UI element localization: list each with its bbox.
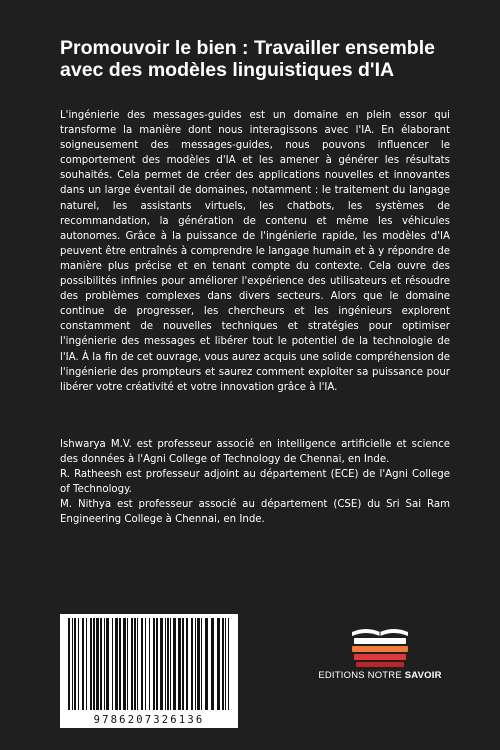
- barcode-bar: [137, 618, 138, 710]
- barcode-bar: [96, 618, 99, 710]
- barcode-bar: [156, 618, 158, 710]
- barcode-bar: [134, 618, 136, 710]
- barcode-bar: [225, 618, 226, 710]
- barcode-bar: [228, 618, 229, 710]
- book-title: Promouvoir le bien : Travailler ensemble avec des modèles linguistiques d'IA: [60, 37, 435, 81]
- publisher-name: [300, 670, 460, 681]
- barcode-bar: [149, 618, 150, 710]
- barcode-bar: [217, 618, 220, 710]
- barcode-bar: [153, 618, 155, 710]
- barcode-bar: [160, 618, 163, 710]
- barcode-bar: [123, 618, 126, 710]
- publisher-name-prefix: EDITIONS NOTRE: [318, 670, 405, 681]
- barcode-bar: [74, 618, 76, 710]
- book-description: L'ingénierie des messages-guides est un domaine en plein essor qui transforme la manière dont nous interagissons avec l'IA. En élaborant soigneusement des messages-guides, nous pouvons influencer le comportement des modèles d'IA et les amener à générer les résultats souhaités. Cela permet de créer des applications nouvelles et innovantes dans un large éventail de domaines, notamment : le traitement du langage naturel, les assistants virtuels, les chatbots, les systèmes de recommandation, la génération de contenu et même les véhicules autonomes. Grâce à la puissance de l'ingénierie rapide, les modèles d'IA peuvent être entraînés à comprendre le langage humain et à y répondre de manière plus précise et en tenant compte du contexte. Cela ouvre des possibilités infinies pour améliorer l'expérience des utilisateurs et résoudre des problèmes complexes dans divers secteurs. Alors que le domaine continue de progresser, les chercheurs et les ingénieurs explorent constamment de nouvelles techniques et stratégies pour optimiser l'ingénierie des messages et libérer tout le potentiel de la technologie de l'IA. À la fin de cet ouvrage, vous aurez acquis une solide compréhension de l'ingénierie des prompteurs et saurez comment exploiter sa puissance pour libérer votre créativité et votre innovation grâce à l'IA.: [60, 110, 450, 393]
- book-stack-logo-icon: [332, 624, 428, 668]
- barcode-bar: [191, 618, 193, 710]
- isbn-barcode: [60, 614, 238, 728]
- barcode-bar: [119, 618, 121, 710]
- barcode-bar: [104, 618, 105, 710]
- author-bios: [60, 437, 450, 528]
- barcode-bar: [131, 618, 133, 710]
- barcode-bar: [86, 618, 87, 710]
- barcode-bar: [145, 618, 146, 710]
- barcode-bar: [100, 618, 102, 710]
- barcode-bar: [141, 618, 143, 710]
- barcode-bar: [115, 618, 118, 710]
- barcode-bar: [167, 618, 169, 710]
- barcode-bar: [182, 618, 184, 710]
- barcode-bars: [60, 614, 238, 714]
- barcode-bar: [178, 618, 181, 710]
- barcode-bar: [222, 618, 224, 710]
- barcode-bar: [78, 618, 79, 710]
- barcode-bar: [165, 618, 166, 710]
- barcode-bar: [197, 618, 200, 710]
- barcode-bar: [211, 618, 214, 710]
- barcode-bar: [186, 618, 188, 710]
- barcode-bar: [195, 618, 196, 710]
- author-bio-3: M. Nithya est professeur associé au département (CSE) du Sri Sai Ram Engineering College à Chennai, en Inde.: [60, 499, 450, 526]
- barcode-bar: [205, 618, 208, 710]
- barcode-bar: [90, 618, 92, 710]
- barcode-bar: [127, 618, 128, 710]
- author-bio-1: Ishwarya M.V. est professeur associé en intelligence artificielle et science des données à l'Agni College of Technology de Chennai, en Inde.: [60, 439, 450, 466]
- barcode-bar: [173, 618, 176, 710]
- barcode-bar: [170, 618, 171, 710]
- barcode-bar: [106, 618, 109, 710]
- barcode-bar: [82, 618, 84, 710]
- barcode-bar: [112, 618, 113, 710]
- author-bio-2: R. Ratheesh est professeur adjoint au département (ECE) de l'Agni College of Technology.: [60, 469, 450, 496]
- isbn-number: 9786207326136: [93, 714, 205, 726]
- barcode-bar: [201, 618, 202, 710]
- publisher-block: [300, 624, 460, 684]
- publisher-name-bold: SAVOIR: [404, 670, 442, 681]
- barcode-bar: [68, 618, 70, 710]
- barcode-bar: [93, 618, 95, 710]
- barcode-bar: [72, 618, 73, 710]
